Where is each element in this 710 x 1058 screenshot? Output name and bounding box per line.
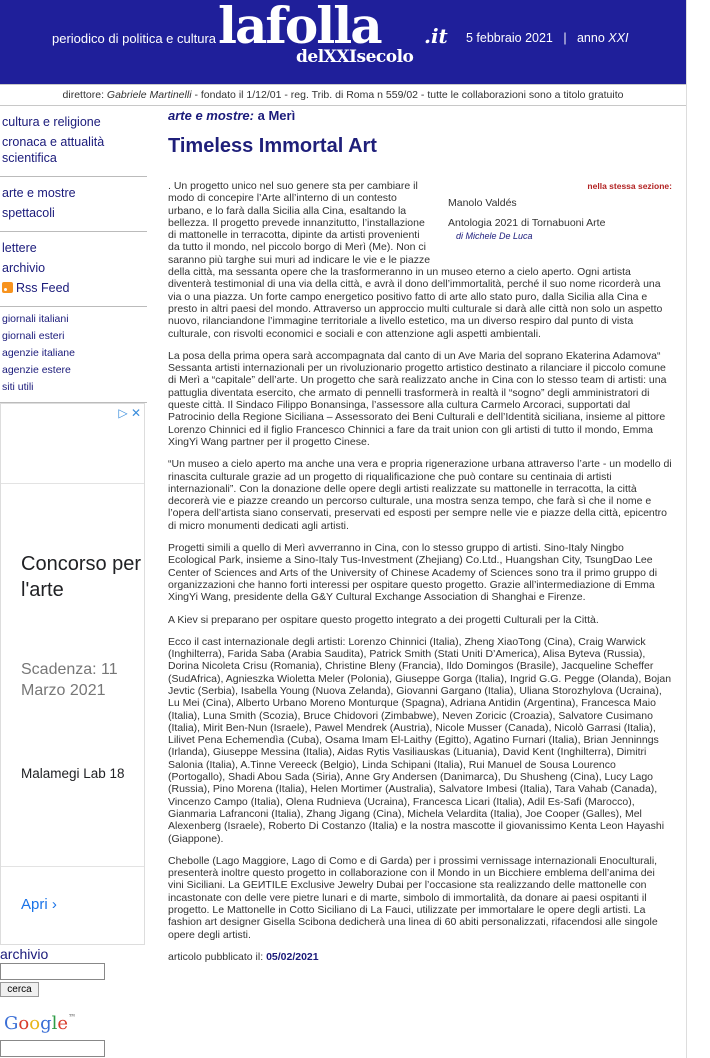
- nav-group-topics: [0, 106, 147, 177]
- article: [168, 108, 672, 963]
- site-tagline: periodico di politica e cultura: [52, 31, 217, 46]
- masthead-info: direttore: Gabriele Martinelli - fondato il 1/12/01 - reg. Trib. di Roma n 559/02 - tutte le collaborazioni sono a titolo gratuito: [0, 84, 686, 106]
- article-body: [168, 180, 672, 963]
- link-giornali-italiani[interactable]: giornali italiani: [2, 313, 69, 325]
- ad-divider-bottom: [1, 866, 144, 867]
- article-paragraph: La posa della prima opera sarà accompagnata dal canto di un Ave Maria del soprano Ekaterina Adamova“ Sessanta artisti internazionali per un rivoluzionario progetto artistico destinato a rilanciare il piccolo comune di Merì a “capitale” dell’arte. Un progetto che sarà realizzato anche in Cina con lo stesso team di artisti: una pattuglia diventata esercito, che armato di pennelli trasformerà in realtà il “sogno” degli amministratori di queste città. Il Sindaco Filippo Bonansinga, l’assessore alla cultura Carmelo Arcoraci, supportati dal Patrocinio della Regione Siciliana – Assessorato dei Beni Culturali e dell’Identità siciliana, insieme al pittore Lorenzo Chinnici ed il figlio Francesco Chinnici a fare da trait union con gli artisti di tutto il mondo, Emma XingYi Wang partner per il progetto Cinese.: [168, 349, 667, 448]
- link-siti-utili[interactable]: siti utili: [2, 381, 34, 393]
- site-header: [0, 0, 686, 84]
- archive-search-title: archivio: [0, 946, 49, 962]
- archive-search-input[interactable]: [0, 963, 105, 980]
- advertisement[interactable]: [0, 403, 145, 945]
- article-paragraph: A Kiev si preparano per ospitare questo progetto integrato a dei progetti Culturali per la Città.: [168, 613, 599, 626]
- nav-group-arts: [0, 177, 147, 232]
- section-link[interactable]: arte e mostre:: [168, 108, 254, 123]
- archive-search-button[interactable]: cerca: [0, 982, 39, 997]
- ad-divider: [1, 483, 144, 484]
- rss-feed-link[interactable]: Rss Feed: [2, 280, 147, 296]
- section-breadcrumb: arte e mostre: a Merì: [168, 108, 296, 123]
- link-agenzie-estere[interactable]: agenzie estere: [2, 364, 71, 376]
- ad-deadline: Scadenza: 11 Marzo 2021: [21, 661, 118, 699]
- related-label: nella stessa sezione:: [587, 181, 672, 191]
- nav-item-cultura-religione[interactable]: cultura e religione: [2, 115, 101, 129]
- google-search-input[interactable]: [0, 1040, 105, 1057]
- ad-choices-close-icon[interactable]: ▷ ✕: [118, 406, 141, 420]
- related-articles: [444, 180, 672, 249]
- related-article-link[interactable]: Antologia 2021 di Tornabuoni Arte di Michele De Luca: [448, 217, 672, 243]
- links-group: [0, 307, 147, 403]
- rss-icon: [2, 282, 13, 293]
- site-logo-tld: .it: [424, 24, 448, 48]
- link-agenzie-italiane[interactable]: agenzie italiane: [2, 347, 75, 359]
- site-logo-subtitle: delXXIsecolo: [296, 47, 414, 67]
- article-paragraph: Progetti simili a quello di Merì avverranno in Cina, con lo stesso gruppo di artisti. Sino-Italy Ningbo Ecological Park, insieme a Sino-Italy Tus-Investment (Zhejiang) Co.Ltd., Huangshan City, TsungDao Lee Center of Sciences and Arts of the University of Chinese Academy of Sciences sono tra il primo gruppo di organizzazioni che hanno forti interessi per ospitare questo progetto. Grazie all’intermediazione di Emma XingYi Wang, presidente della G&Y Cultural Exchange Association di Shanghai e Firenze.: [168, 542, 658, 604]
- nav-item-archivio[interactable]: archivio: [2, 261, 46, 275]
- sidebar: [0, 106, 147, 403]
- published-date: articolo pubblicato il: 05/02/2021: [168, 950, 319, 963]
- site-logo[interactable]: lafolla: [218, 0, 381, 55]
- link-giornali-esteri[interactable]: giornali esteri: [2, 330, 65, 342]
- issue-date: 5 febbraio 2021 | anno XXI: [466, 31, 629, 45]
- ad-open-button[interactable]: Apri ›: [21, 896, 57, 913]
- related-article-author: di Michele De Luca: [456, 230, 533, 241]
- nav-item-arte-mostre[interactable]: arte e mostre: [2, 186, 76, 200]
- page-border: [686, 0, 687, 1058]
- nav-item-lettere[interactable]: lettere: [2, 241, 37, 255]
- ad-title[interactable]: Concorso per l'arte: [21, 553, 142, 601]
- ad-advertiser: Malamegi Lab 18: [21, 766, 125, 781]
- nav-item-spettacoli[interactable]: spettacoli: [2, 206, 55, 220]
- related-article-link[interactable]: Manolo Valdés: [448, 197, 517, 210]
- google-logo: Google™: [4, 1013, 77, 1034]
- article-paragraph: . Un progetto unico nel suo genere sta per cambiare il modo di concepire l’Arte all’interno di un contesto urbano, e lo farà dalla Sicilia alla Cina, esaltando la bellezza. Il progetto prevede innanzitutto, l’installazione di mattonelle in terracotta, dipinte da artisti provenienti da tutto il mondo, nel piccolo borgo di Merì (Me). Non ci saranno più targhe sui muri ad indicare le vie e le piazze della città, ma sessanta opere che la trasformeranno in un museo eterno a cielo aperto. Ogni artista diventerà testimonial di una via della città, e avrà il dono dell’immortalità, perché il suo nome ricorderà una via o una piazza. Un forte campo energetico positivo fatto di arte allo stato puro, dalla Sicilia alla Cina e presto in altri paesi del mondo. Attraverso un approccio multi culturale si darà alle città non solo un aspetto nuovo, rilanciandone l’immagine territoriale a livello estetico, ma un diverso respiro dal punto di vista culturale, con risvolti economici e sociali e con attenzione agli aspetti ambientali.: [168, 180, 663, 340]
- article-title: Timeless Immortal Art: [168, 135, 377, 157]
- nav-item-cronaca-scientifica[interactable]: cronaca e attualità scientifica: [2, 135, 105, 165]
- article-paragraph: Chebolle (Lago Maggiore, Lago di Como e di Garda) per i prossimi vernissage internazionali Enoculturali, presenterà inoltre questo progetto in collaborazione con il Mondo in un Bicchiere emblema dell’anima dei vini Siciliani. La GEИTILE Exclusive Jewelry Dubai per l’occasione sta realizzando delle mattonelle con incastonate con delle vere pietre lunari e di marte, simbolo di immortalità, da donare ai paesi ospitanti il progetto. Le Mattonelle in Cotto Siciliano di La Fauci, utilizzate per immortalare le opere degli artisti. La fashion art designer Gisella Scibona dedicherà una linea di 60 abiti personalizzati, rifacendosi alle singole opere degli artisti.: [168, 854, 658, 941]
- article-paragraph: “Un museo a cielo aperto ma anche una vera e propria rigenerazione urbana attraverso l’arte - un modello di rinascita culturale grazie ad un progetto di riqualificazione che può contare su centinaia di artisti internazionali”. Con la donazione delle opere degli artisti realizzate su mattonelle in terracotta, la città decorerà vie e piazze creando un percorso culturale, una mostra senza tempo, che farà sì che il nome e l’opera dell’artista siano conservati, preservati ed esposti per sempre nelle vie e piazze della città, epicentro di micro monumenti dedicati agli artisti.: [168, 458, 672, 532]
- nav-group-misc: [0, 232, 147, 307]
- article-paragraph: Ecco il cast internazionale degli artisti: Lorenzo Chinnici (Italia), Zheng XiaoTong (Cina), Craig Warwick (Inghilterra), Farida Saba (Arabia Saudita), Patrick Smith (Stati Uniti D’America), Alisa Byteva (Russia), Dorina Nicoleta Crisu (Romania), Christine Bleny (Francia), Ildo Domingos (Brasile), Jacqueline Scheffer (SudAfrica), Agnieszka Wioletta Meler (Polonia), Giuseppe Gorga (Italia), Ingrid G.G. Pegge (Olanda), Bojan Jevtic (Serbia), Isabella Young (Nuova Zelanda), Giovanni Gargano (Italia), Uliana Storozhylova (Ucraina), Lu Mei (Cina), Alberto Urbano Moreno Monturque (Spagna), Adriana Antidin (Argentina), Francesca Maio (Italia), Luna Smith (Scozia), Bruce Chidovori (Zimbabwe), Neven Zoricic (Croazia), Salvatore Cusimano (Italia), Mirit Ben-Nun (Israele), Pawel Mendrek (Austria), Nicole Musser (Canada), Nicolò Garrasi (Italia), Lilivet Pena Echemendìa (Cuba), Osama Imam El-Laithy (Egitto), Agatino Furnari (Italia), Brian Jenninngs (Irlanda), Giuseppe Messina (Italia), Aidas Rytis Vasiliauskas (Lituania), David Kent (Inghilterra), Dimitri Salonia (Italia), A.Tinne Vereeck (Belgio), Linda Schipani (Italia), Rui Manuel de Sousa Lourenco (Portogallo), Shadi Abou Sada (Siria), Anne Gry Andersen (Danimarca), Du Shusheng (Cina), Lucy Lago (Russia), Pino Morena (Italia), Helen Mortimer (Australia), Salvatore Imbesi (Italia), Tara Vahab (Canada), Vincenzo Campo (Italia), Olena Rudnieva (Ucraina), Francesca Licari (Italia), Adil Es-Safi (Marocco), Gianmaria Lafranconi (Italia), Zhang Jigang (Cina), Michela Velardita (Italia), Joe Cooper (Galles), Mel Alexenberg (Israele), Roberto Di Costanzo (Italia) e la nostra mascotte il giovanissimo Kenta Leon Hayashi (Giappone).: [168, 635, 672, 845]
